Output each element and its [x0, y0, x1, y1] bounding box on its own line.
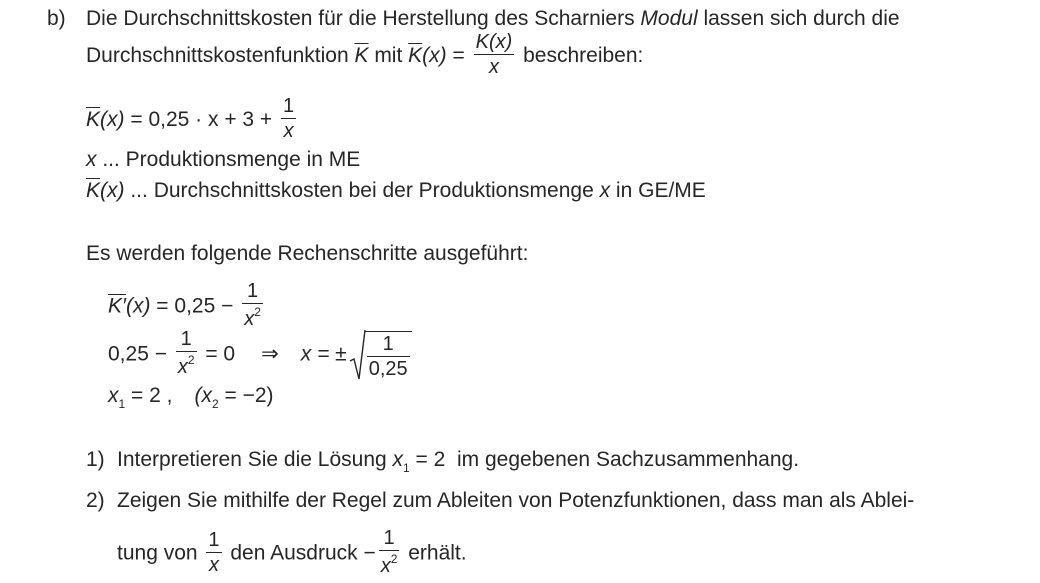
intro-fraction — [474, 32, 515, 77]
intro-2-pre: Durchschnittskostenfunktion — [86, 44, 355, 68]
task-2-frac2-den-wrap — [379, 551, 400, 576]
step1-fraction — [242, 281, 263, 329]
legend-k — [86, 180, 706, 201]
function-definition — [86, 95, 299, 143]
intro-2-beschreiben: beschreiben: — [517, 44, 644, 68]
steps-heading-text: Es werden folgende Rechenschritte ausgeführt: — [86, 242, 529, 265]
k-bar-symbol: $\overline{K}$ — [354, 44, 369, 68]
step3-x1-val: = 2 , — [125, 384, 173, 407]
task-2-post: erhält. — [402, 541, 467, 565]
task-2-frac1-num: 1 — [208, 528, 220, 551]
task-2-frac1-den: x — [208, 553, 219, 576]
task-1-pre: Interpretieren Sie die Lösung — [117, 448, 393, 471]
intro-1-italic: Modul — [640, 7, 698, 30]
task-2-line-1 — [86, 490, 914, 511]
legend-x — [86, 149, 360, 170]
step2-x: x = ± — [300, 342, 347, 366]
step1-den: x — [244, 308, 255, 330]
intro-2-xparen: (x) — [422, 44, 447, 68]
task-1-number: 1) — [86, 448, 105, 471]
intro-1-pre: Die Durchschnittskosten für die Herstellung des Scharniers — [86, 7, 641, 30]
legend-k-desc-pre: ... Durchschnittskosten bei der Produktionsmenge — [124, 179, 600, 202]
func-lhs: $\overline{K}$ — [86, 108, 101, 132]
step2-den-wrap — [176, 352, 197, 377]
step2-mid: = 0 — [199, 342, 236, 366]
task-2-mid: den Ausdruck − — [224, 541, 376, 565]
task-1-post: im gegebenen Sachzusammenhang. — [445, 448, 800, 471]
task-2-frac2-exp: 2 — [390, 552, 398, 566]
task-1-x: x — [392, 448, 404, 471]
legend-k-desc-post: in GE/ME — [610, 179, 706, 202]
sqrt-den: 0,25 — [368, 358, 408, 380]
step-1 — [108, 280, 266, 331]
step1-den-wrap — [242, 304, 263, 329]
step3-x2-val: = −2) — [218, 384, 274, 407]
steps-heading — [86, 243, 528, 264]
task-1 — [86, 449, 799, 474]
step2-fraction — [176, 329, 197, 377]
sqrt-radical-icon — [349, 329, 366, 381]
intro-line-1 — [86, 8, 900, 29]
part-label — [47, 8, 66, 29]
task-2-fraction-2 — [379, 528, 400, 576]
part-label-text: b) — [47, 7, 66, 30]
step1-lhs: K′ — [108, 294, 126, 318]
step-2 — [108, 328, 412, 380]
legend-x-desc: ... Produktionsmenge in ME — [96, 148, 361, 171]
step-3 — [108, 385, 274, 410]
step2-den: x — [177, 356, 188, 378]
step1-rhs: = 0,25 − — [150, 294, 240, 318]
sqrt-expression — [349, 331, 412, 379]
legend-k-var: $\overline{K}$ — [86, 179, 101, 202]
legend-x-var: x — [86, 148, 97, 171]
step2-lhs: 0,25 − — [108, 342, 173, 366]
step3-x2-sub: 2 — [211, 397, 219, 411]
task-2-frac2-den: x — [380, 555, 391, 577]
intro-frac-num: K(x) — [475, 31, 513, 53]
k-bar-symbol-2: $\overline{K}$ — [408, 44, 423, 68]
intro-1-post: lassen sich durch die — [697, 7, 900, 30]
task-2-pre: tung von — [117, 541, 204, 565]
step2-arrow: ⇒ — [261, 342, 279, 366]
func-frac-num: 1 — [283, 95, 295, 117]
task-2-line1-text: Zeigen Sie mithilfe der Regel zum Ableiten von Potenzfunktionen, dass man als Ablei- — [117, 489, 915, 512]
task-2-line-2 — [117, 527, 467, 578]
intro-2-mit: mit — [368, 44, 409, 68]
intro-2-eq: = — [446, 44, 471, 68]
task-2-frac2-num: 1 — [379, 528, 400, 551]
task-1-sub: 1 — [403, 461, 410, 475]
sqrt-fraction — [367, 334, 410, 379]
step2-num: 1 — [176, 329, 197, 352]
task-2-fraction-1 — [206, 530, 221, 575]
func-lhs-arg: (x) — [100, 108, 125, 132]
step3-x1-sub: 1 — [118, 397, 126, 411]
sqrt-radicand — [365, 331, 412, 379]
task-1-val: = 2 — [409, 448, 446, 471]
step3-x1: x — [108, 384, 119, 407]
task-2-number: 2) — [86, 489, 105, 512]
step3-x2-open: (x — [194, 384, 212, 407]
intro-line-2 — [86, 31, 644, 79]
step2-exp: 2 — [187, 353, 195, 367]
func-fraction — [281, 96, 296, 141]
func-rhs: = 0,25 · x + 3 + — [124, 108, 279, 132]
legend-k-desc-x: x — [599, 179, 611, 202]
intro-frac-den: x — [488, 56, 499, 78]
step1-exp: 2 — [254, 305, 261, 319]
legend-k-arg: (x) — [100, 179, 125, 202]
step1-num: 1 — [242, 281, 263, 304]
step1-arg: (x) — [125, 294, 151, 318]
func-frac-den: x — [283, 120, 294, 142]
sqrt-num: 1 — [367, 334, 410, 357]
